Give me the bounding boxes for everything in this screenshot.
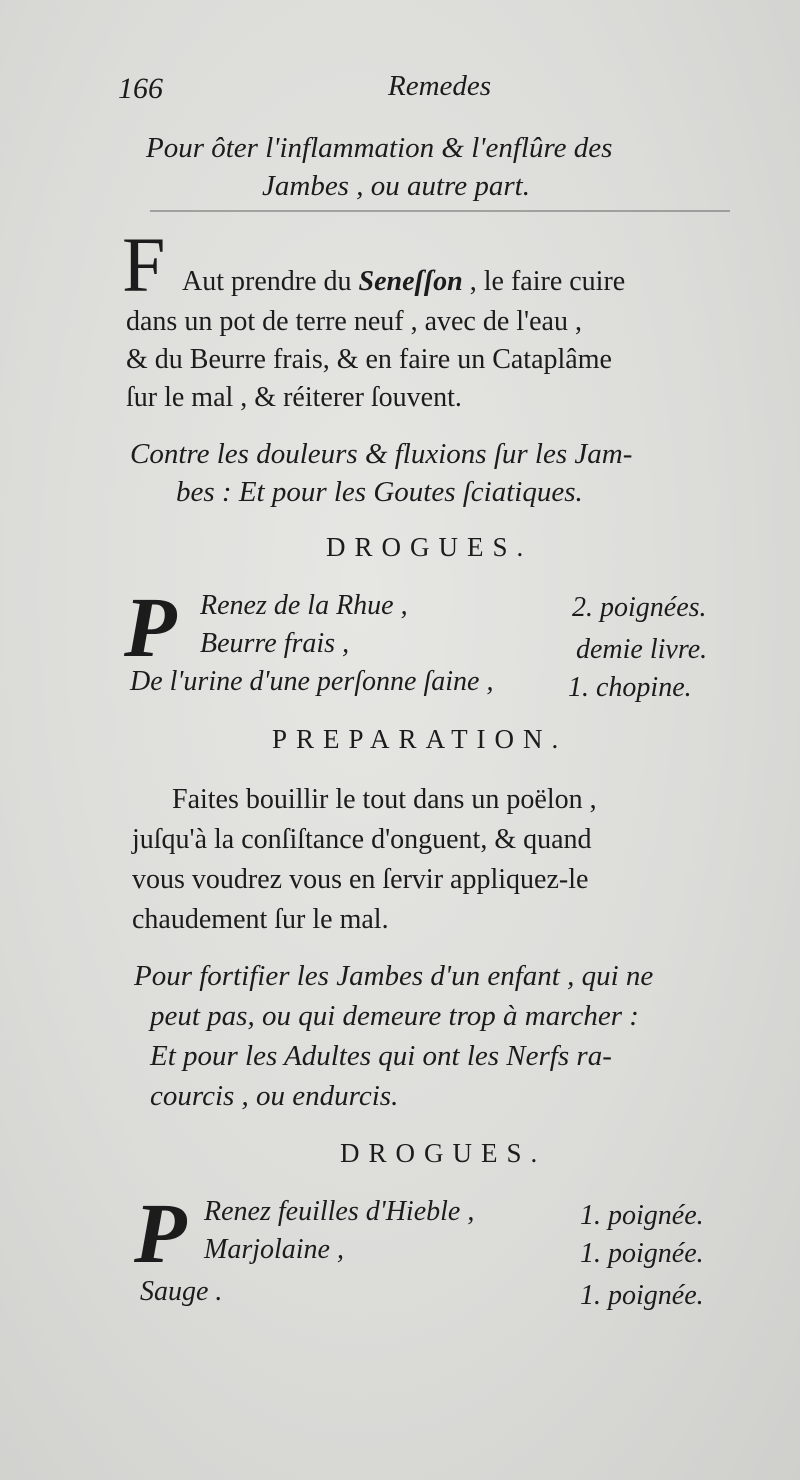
page-number: 166 <box>118 72 163 105</box>
ingredient-name: De l'urine d'une perſonne ſaine , <box>130 666 494 697</box>
section3-title-line4: courcis , ou endurcis. <box>150 1080 399 1112</box>
prep-line2: juſqu'à la conſiſtance d'onguent, & quand <box>132 824 592 855</box>
ingredient-qty: 1. poignée. <box>580 1280 704 1311</box>
ingredient-qty: 1. chopine. <box>568 672 692 703</box>
ingredient-qty: 1. poignée. <box>580 1200 704 1231</box>
senesson-word: Seneſſon <box>358 266 463 297</box>
ingredient-name: Sauge . <box>140 1276 223 1307</box>
ingredient-qty: 1. poignée. <box>580 1238 704 1269</box>
ingredient-name: Renez de la Rhue , <box>200 590 408 621</box>
dropcap-p-1: P <box>124 579 177 675</box>
section3-drogues-heading: DROGUES. <box>340 1138 547 1168</box>
prep-line1: Faites bouillir le tout dans un poëlon , <box>172 784 597 815</box>
running-head: Remedes <box>388 70 492 102</box>
section2-title-line2: bes : Et pour les Goutes ſciatiques. <box>176 476 583 508</box>
section1-line2: dans un pot de terre neuf , avec de l'eau , <box>126 306 582 337</box>
section1-title-line1: Pour ôter l'inflammation & l'enflûre des <box>146 132 613 164</box>
ingredient-name: Renez feuilles d'Hieble , <box>204 1196 475 1227</box>
section3-title-line2: peut pas, ou qui demeure trop à marcher : <box>150 1000 639 1032</box>
section1-line1-c: , le faire cuire <box>462 266 626 297</box>
section1-line1-a: Aut prendre du <box>182 266 359 297</box>
section1-title-line2: Jambes , ou autre part. <box>262 170 530 202</box>
ingredient-name: Marjolaine , <box>204 1234 344 1265</box>
ingredient-qty: demie livre. <box>576 634 708 665</box>
section1-line3: & du Beurre frais, & en faire un Cataplâme <box>126 344 612 375</box>
section1-line1 <box>182 266 625 298</box>
dropcap-p-2: P <box>134 1185 187 1281</box>
section2-title-line1: Contre les douleurs & fluxions ſur les Jam- <box>130 438 633 470</box>
section3-title-line3: Et pour les Adultes qui ont les Nerfs ra- <box>150 1040 612 1072</box>
divider-rule <box>150 210 730 212</box>
dropcap-f: F <box>122 221 166 308</box>
section3-title-line1: Pour fortifier les Jambes d'un enfant , qui ne <box>134 960 654 992</box>
prep-line3: vous voudrez vous en ſervir appliquez-le <box>132 864 589 895</box>
preparation-heading: PREPARATION. <box>272 724 568 754</box>
ingredient-qty: 2. poignées. <box>572 592 707 623</box>
section1-line4: ſur le mal , & réiterer ſouvent. <box>126 382 462 413</box>
ingredient-name: Beurre frais , <box>200 628 350 659</box>
prep-line4: chaudement ſur le mal. <box>132 904 389 935</box>
section2-drogues-heading: DROGUES. <box>326 532 533 562</box>
